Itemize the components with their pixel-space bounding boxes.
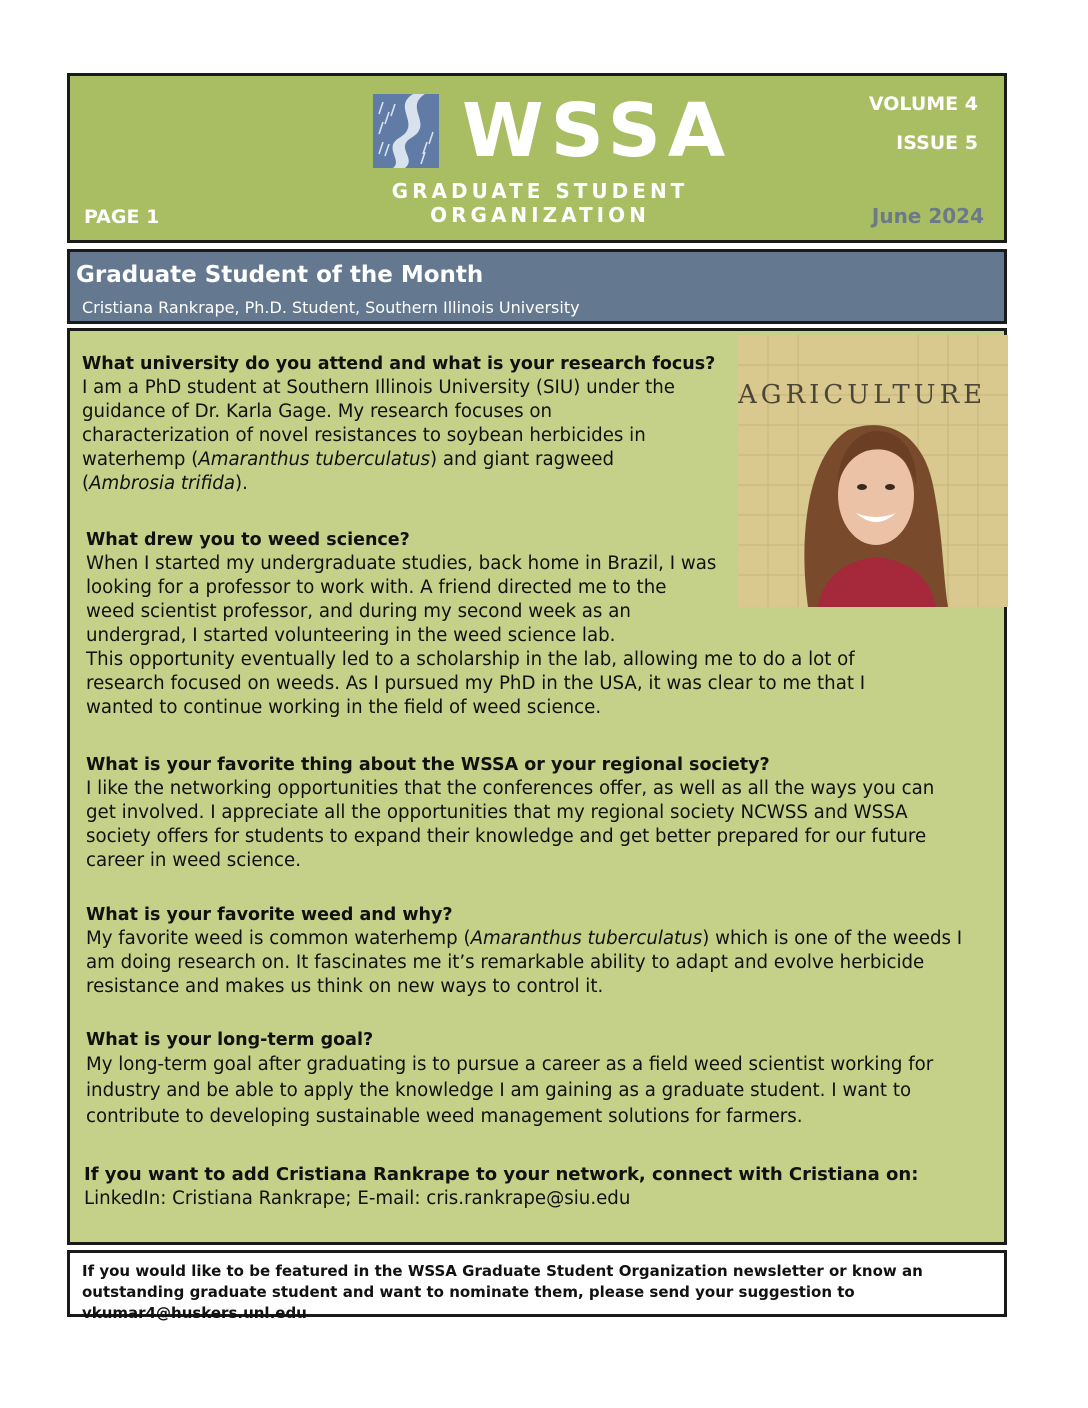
nomination-text: If you would like to be featured in the WSSA Graduate Student Organization newsletter or know an outstanding graduate student and want to nominate them, please send your suggestion to vkumar4@huskers.unl.edu (82, 1262, 923, 1322)
org-name-line-2: ORGANIZATION (430, 203, 650, 227)
question-5: What is your long-term goal? (86, 1030, 374, 1050)
connect-details[interactable]: LinkedIn: Cristiana Rankrape; E-mail: cris.rankrape@siu.edu (84, 1188, 631, 1209)
question-1: What university do you attend and what is your research focus? (82, 354, 716, 374)
org-name-line-1: GRADUATE STUDENT (391, 179, 689, 203)
question-2: What drew you to weed science? (86, 530, 410, 550)
wssa-logo-text: WSSA (462, 88, 733, 174)
answer-1: I am a PhD student at Southern Illinois University (SIU) under the guidance of Dr. Karla Gage. My research focuses on characterization of novel resistances to soybean herbicides in waterhemp (Amaranthus tuberculatus) and giant ragweed (Ambrosia trifida). (82, 377, 675, 494)
section-title-bar (67, 249, 1007, 324)
newsletter-header (67, 73, 1007, 243)
question-4: What is your favorite weed and why? (86, 905, 453, 925)
wssa-logo-icon (373, 94, 439, 168)
question-3: What is your favorite thing about the WSSA or your regional society? (86, 755, 770, 775)
connect-heading: If you want to add Cristiana Rankrape to your network, connect with Cristiana on: (84, 1164, 919, 1185)
issue-label: ISSUE 5 (896, 132, 978, 154)
page-number: PAGE 1 (84, 206, 160, 228)
agriculture-sign-text: AGRICULTURE (738, 380, 987, 410)
interview-content (67, 328, 1007, 1245)
answer-2: When I started my undergraduate studies, back home in Brazil, I was looking for a professor to work with. A friend directed me to the weed scientist professor, and during my second week as an undergrad, I started volunteering in the weed science lab. This opportunity eventually led to a scholarship in the lab, allowing me to do a lot of research focused on weeds. As I pursued my PhD in the USA, it was clear to me that I wanted to continue working in the field of weed science. (86, 553, 866, 718)
section-title: Graduate Student of the Month (76, 262, 484, 288)
answer-3: I like the networking opportunities that the conferences offer, as well as all the ways you can get involved. I appreciate all the opportunities that my regional society NCWSS and WSSA society offers for students to expand their knowledge and get better prepared for our future career in weed science. (86, 778, 935, 871)
volume-label: VOLUME 4 (868, 93, 978, 115)
student-byline: Cristiana Rankrape, Ph.D. Student, Southern Illinois University (82, 298, 580, 317)
issue-date: June 2024 (871, 204, 984, 228)
answer-4: My favorite weed is common waterhemp (Amaranthus tuberculatus) which is one of the weeds I am doing research on. It fascinates me it’s remarkable ability to adapt and evolve herbicide resistance and makes us think on new ways to control it. (86, 928, 963, 997)
answer-5: My long-term goal after graduating is to pursue a career as a field weed scientist working for industry and be able to apply the knowledge I am gaining as a graduate student. I want to contribute to developing sustainable weed management solutions for farmers. (86, 1054, 934, 1127)
nomination-footer (67, 1250, 1007, 1322)
